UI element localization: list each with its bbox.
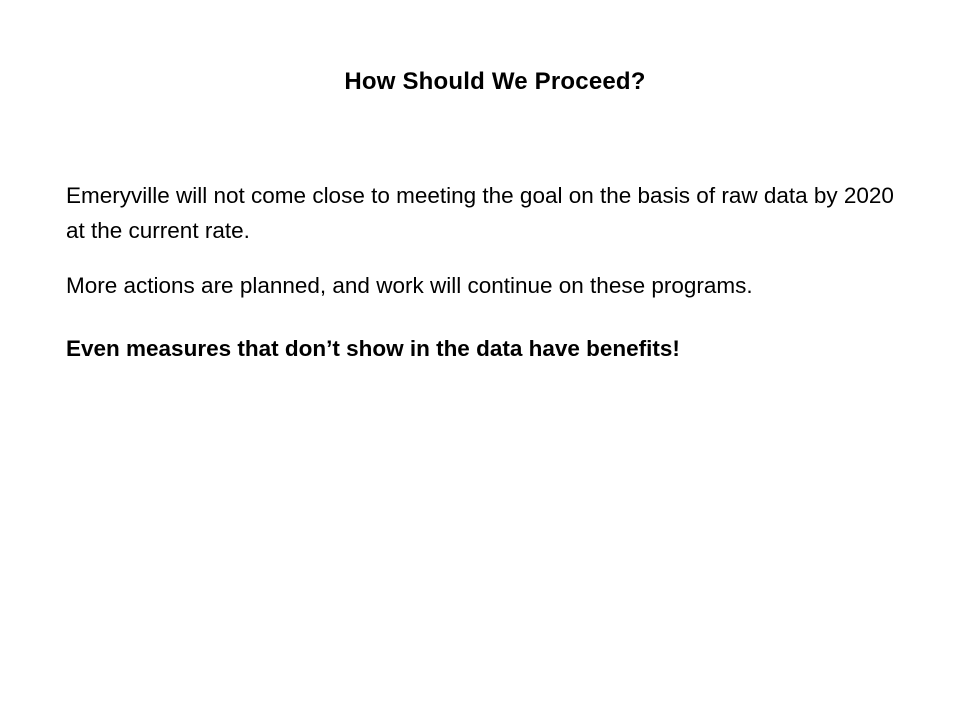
- slide-title: How Should We Proceed?: [344, 68, 646, 95]
- paragraph-benefits-emphasis: Even measures that don’t show in the data have benefits!: [66, 336, 680, 361]
- paragraph-goal-status: Emeryville will not come close to meeting the goal on the basis of raw data by 2020 at the current rate.: [66, 183, 894, 243]
- slide-body: [66, 178, 896, 366]
- paragraph-actions-planned: More actions are planned, and work will continue on these programs.: [66, 273, 753, 298]
